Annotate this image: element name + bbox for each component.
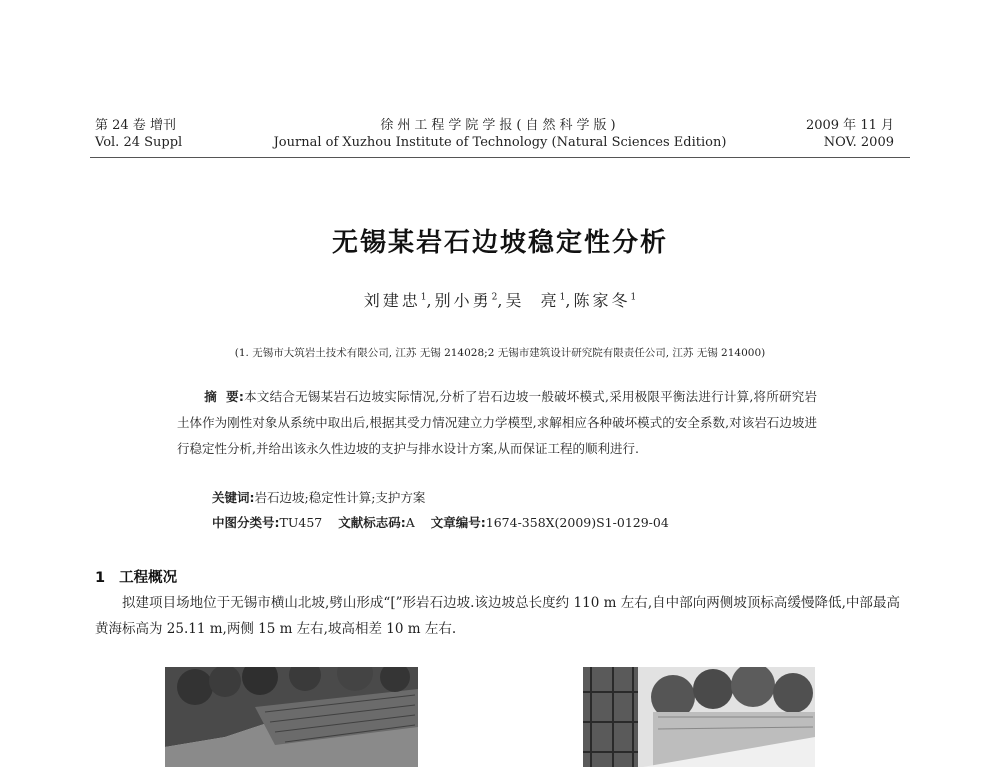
abstract: [177, 384, 817, 462]
slope-photo-right-image: [583, 667, 815, 767]
slope-photo-left: [165, 667, 418, 767]
header-date-en: NOV. 2009: [823, 135, 894, 150]
paper-title: 无锡某岩石边坡稳定性分析: [331, 228, 668, 258]
abstract-text: 本文结合无锡某岩石边坡实际情况,分析了岩石边坡一般破坏模式,采用极限平衡法进行计算,将所研究岩土体作为刚性对象从系统中取出后,根据其受力情况建立力学模型,求解相应各种破坏模式的安全系数,对该岩石边坡进行稳定性分析,并给出该永久性边坡的支护与排水设计方案,从而保证工程的顺利进行.: [177, 389, 817, 456]
author-name: 刘建忠: [363, 291, 421, 310]
author-name: 别小勇: [434, 291, 492, 310]
author-name: 陈家冬: [573, 291, 631, 310]
keywords-text: 岩石边坡;稳定性计算;支护方案: [254, 490, 426, 505]
affiliations: (1. 无锡市大筑岩土技术有限公司, 江苏 无锡 214028;2 无锡市建筑设计研究院有限责任公司, 江苏 无锡 214000): [234, 347, 766, 359]
doc-code-label: 文献标志码:: [338, 515, 406, 530]
doc-code: A: [405, 515, 415, 530]
slope-photo-left-image: [165, 667, 418, 767]
slope-photo-right: [583, 667, 815, 767]
author-affiliation-mark: 1: [420, 292, 427, 303]
section-number: 1: [95, 570, 106, 586]
header-date-cn: 2009 年 11 月: [805, 118, 894, 133]
article-no: 1674-358X(2009)S1-0129-04: [485, 515, 669, 530]
author-list: 刘建忠$^1$,别小勇$^2$,吴 亮$^1$,陈家冬$^1$: [363, 291, 637, 310]
header-journal-cn: 徐州工程学院学报(自然科学版): [380, 118, 620, 133]
header-journal-en: Journal of Xuzhou Institute of Technology (Natural Sciences Edition): [273, 135, 727, 150]
author-affiliation-mark: 1: [559, 292, 566, 303]
section-paragraph: 拟建项目场地位于无锡市横山北坡,劈山形成“[”形岩石边坡.该边坡总长度约 110 m 左右,自中部向两侧坡顶标高缓慢降低,中部最高黄海标高为 25.11 m,两侧 15 m 左右,坡高相差 10 m 左右.: [95, 595, 900, 637]
keywords-line: [212, 488, 425, 506]
header-volume-cn: 第 24 卷 增刊: [95, 118, 176, 133]
clc-code: TU457: [279, 515, 323, 530]
header-volume-en: Vol. 24 Suppl: [95, 135, 183, 150]
clc-label: 中图分类号:: [212, 515, 280, 530]
author-affiliation-mark: 1: [630, 292, 637, 303]
abstract-label: 摘 要:: [204, 389, 244, 404]
header-date: [806, 117, 894, 151]
author-affiliation-mark: 2: [491, 292, 498, 303]
section-title: 工程概况: [119, 570, 178, 586]
header-rule: [90, 157, 910, 158]
section-heading: [95, 566, 177, 587]
header-volume: [95, 117, 182, 151]
header-journal: [250, 117, 750, 151]
article-no-label: 文章编号:: [430, 515, 486, 530]
keywords-label: 关键词:: [212, 490, 255, 505]
author-name: 吴 亮: [505, 291, 560, 310]
classification-line: [212, 513, 669, 531]
